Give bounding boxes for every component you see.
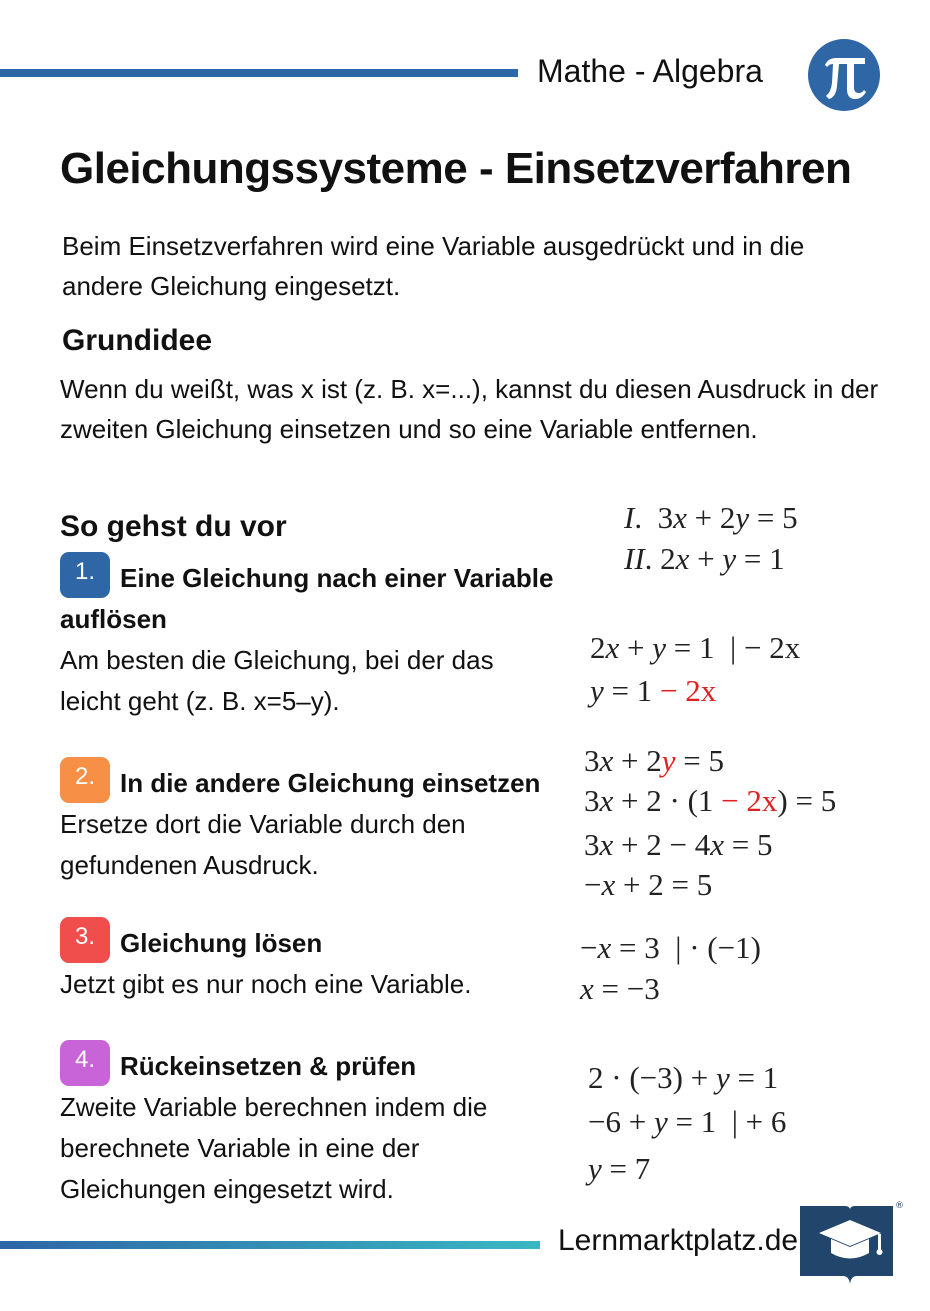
system-eq-1: I. 3x + 2y = 5 bbox=[624, 500, 798, 535]
grundidee-text: Wenn du weißt, was x ist (z. B. x=...), kannst du diesen Ausdruck in der zweiten Gleichung einsetzen und so eine Variable entfernen. bbox=[60, 374, 879, 444]
steps-heading: So gehst du vor bbox=[60, 510, 287, 543]
step-4-title: Rückeinsetzen & prüfen bbox=[120, 1051, 417, 1081]
step-2-text: Ersetze dort die Variable durch den gefundenen Ausdruck. bbox=[60, 809, 466, 880]
pi-icon bbox=[808, 39, 880, 111]
step-1-badge: 1. bbox=[60, 552, 110, 598]
step2-eq-2: 3x + 2 · (1 − 2x) = 5 bbox=[584, 783, 837, 818]
step-1-text: Am besten die Gleichung, bei der das leicht geht (z. B. x=5–y). bbox=[60, 645, 494, 716]
brand-label: Lernmarktplatz.de bbox=[558, 1224, 799, 1257]
header-bar bbox=[0, 69, 518, 77]
svg-text:®: ® bbox=[895, 1201, 904, 1211]
step2-eq-1: 3x + 2y = 5 bbox=[584, 743, 724, 778]
step2-eq-3: 3x + 2 − 4x = 5 bbox=[584, 827, 773, 862]
footer-bar bbox=[0, 1241, 540, 1249]
step4-eq-1: 2 · (−3) + y = 1 bbox=[588, 1060, 779, 1095]
step-1-title: Eine Gleichung nach einer Variable auflösen bbox=[60, 563, 554, 634]
step-4-text: Zweite Variable berechnen indem die berechnete Variable in eine der Gleichungen eingesetzt wird. bbox=[60, 1092, 488, 1204]
step4-eq-3: y = 7 bbox=[588, 1151, 651, 1186]
step-3-text: Jetzt gibt es nur noch eine Variable. bbox=[60, 969, 472, 999]
step1-eq-2: y = 1 − 2x bbox=[590, 673, 717, 708]
step-3-title: Gleichung lösen bbox=[120, 928, 323, 958]
intro-text: Beim Einsetzverfahren wird eine Variable ausgedrückt und in die andere Gleichung eingesetzt. bbox=[62, 231, 805, 301]
step3-eq-1: −x = 3 | · (−1) bbox=[580, 930, 761, 965]
step4-eq-2: −6 + y = 1 | + 6 bbox=[588, 1104, 787, 1139]
step2-eq-4: −x + 2 = 5 bbox=[584, 867, 713, 902]
step1-eq-1: 2x + y = 1 | − 2x bbox=[590, 630, 801, 665]
grundidee-heading: Grundidee bbox=[62, 324, 213, 357]
step-2-title: In die andere Gleichung einsetzen bbox=[120, 768, 541, 798]
step-3-badge: 3. bbox=[60, 917, 110, 963]
step-4-badge: 4. bbox=[60, 1040, 110, 1086]
step-2-badge: 2. bbox=[60, 757, 110, 803]
step3-eq-2: x = −3 bbox=[580, 971, 660, 1006]
graduation-cap-book-icon bbox=[795, 1198, 905, 1288]
system-eq-2: II. 2x + y = 1 bbox=[624, 541, 785, 576]
subject-label: Mathe - Algebra bbox=[537, 53, 763, 89]
page-title: Gleichungssysteme - Einsetzverfahren bbox=[60, 144, 852, 193]
